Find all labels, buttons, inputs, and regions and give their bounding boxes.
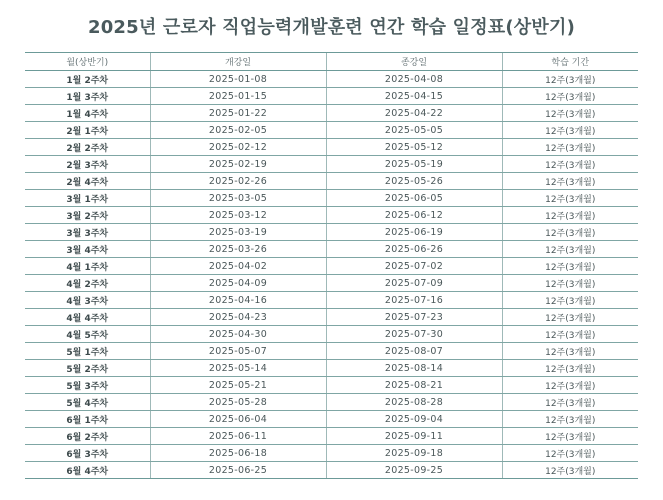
- duration-cell: 12주(3개월): [502, 428, 638, 445]
- table-row: [25, 275, 638, 292]
- duration-cell: 12주(3개월): [502, 343, 638, 360]
- start-date-cell: 2025-04-02: [150, 258, 326, 275]
- duration-cell: 12주(3개월): [502, 156, 638, 173]
- end-date-cell: 2025-08-28: [326, 394, 502, 411]
- end-date-cell: 2025-07-02: [326, 258, 502, 275]
- start-date-cell: 2025-03-05: [150, 190, 326, 207]
- duration-cell: 12주(3개월): [502, 190, 638, 207]
- duration-cell: 12주(3개월): [502, 411, 638, 428]
- duration-cell: 12주(3개월): [502, 241, 638, 258]
- duration-cell: 12주(3개월): [502, 207, 638, 224]
- table-row: [25, 190, 638, 207]
- column-header-start-date: 개강일: [150, 53, 326, 71]
- duration-cell: 12주(3개월): [502, 258, 638, 275]
- duration-cell: 12주(3개월): [502, 88, 638, 105]
- end-date-cell: 2025-08-21: [326, 377, 502, 394]
- table-row: [25, 326, 638, 343]
- table-row: [25, 224, 638, 241]
- month-cell: 4월 5주차: [25, 326, 150, 343]
- duration-cell: 12주(3개월): [502, 292, 638, 309]
- end-date-cell: 2025-06-12: [326, 207, 502, 224]
- month-cell: 1월 4주차: [25, 105, 150, 122]
- start-date-cell: 2025-03-26: [150, 241, 326, 258]
- end-date-cell: 2025-07-30: [326, 326, 502, 343]
- start-date-cell: 2025-03-19: [150, 224, 326, 241]
- table-row: [25, 445, 638, 462]
- end-date-cell: 2025-04-15: [326, 88, 502, 105]
- table-row: [25, 241, 638, 258]
- duration-cell: 12주(3개월): [502, 309, 638, 326]
- duration-cell: 12주(3개월): [502, 445, 638, 462]
- column-header-duration: 학습 기간: [502, 53, 638, 71]
- schedule-table: [25, 52, 638, 479]
- end-date-cell: 2025-08-07: [326, 343, 502, 360]
- duration-cell: 12주(3개월): [502, 122, 638, 139]
- end-date-cell: 2025-05-26: [326, 173, 502, 190]
- month-cell: 4월 1주차: [25, 258, 150, 275]
- month-cell: 6월 4주차: [25, 462, 150, 479]
- end-date-cell: 2025-09-04: [326, 411, 502, 428]
- start-date-cell: 2025-06-04: [150, 411, 326, 428]
- duration-cell: 12주(3개월): [502, 224, 638, 241]
- month-cell: 4월 4주차: [25, 309, 150, 326]
- duration-cell: 12주(3개월): [502, 275, 638, 292]
- month-cell: 3월 4주차: [25, 241, 150, 258]
- start-date-cell: 2025-06-18: [150, 445, 326, 462]
- end-date-cell: 2025-04-22: [326, 105, 502, 122]
- table-row: [25, 292, 638, 309]
- column-header-end-date: 종강일: [326, 53, 502, 71]
- column-header-month: 월(상반기): [25, 53, 150, 71]
- duration-cell: 12주(3개월): [502, 326, 638, 343]
- duration-cell: 12주(3개월): [502, 394, 638, 411]
- end-date-cell: 2025-04-08: [326, 71, 502, 88]
- header-row: [25, 53, 638, 71]
- start-date-cell: 2025-02-05: [150, 122, 326, 139]
- table-row: [25, 309, 638, 326]
- start-date-cell: 2025-05-07: [150, 343, 326, 360]
- table-row: [25, 377, 638, 394]
- month-cell: 3월 2주차: [25, 207, 150, 224]
- duration-cell: 12주(3개월): [502, 71, 638, 88]
- table-row: [25, 411, 638, 428]
- start-date-cell: 2025-04-23: [150, 309, 326, 326]
- start-date-cell: 2025-02-19: [150, 156, 326, 173]
- table-row: [25, 156, 638, 173]
- table-row: [25, 122, 638, 139]
- month-cell: 3월 3주차: [25, 224, 150, 241]
- duration-cell: 12주(3개월): [502, 360, 638, 377]
- start-date-cell: 2025-06-11: [150, 428, 326, 445]
- start-date-cell: 2025-01-08: [150, 71, 326, 88]
- end-date-cell: 2025-08-14: [326, 360, 502, 377]
- month-cell: 1월 2주차: [25, 71, 150, 88]
- start-date-cell: 2025-04-09: [150, 275, 326, 292]
- table-row: [25, 207, 638, 224]
- end-date-cell: 2025-09-25: [326, 462, 502, 479]
- table-row: [25, 173, 638, 190]
- month-cell: 5월 4주차: [25, 394, 150, 411]
- start-date-cell: 2025-06-25: [150, 462, 326, 479]
- start-date-cell: 2025-04-16: [150, 292, 326, 309]
- month-cell: 2월 4주차: [25, 173, 150, 190]
- month-cell: 4월 2주차: [25, 275, 150, 292]
- month-cell: 2월 3주차: [25, 156, 150, 173]
- duration-cell: 12주(3개월): [502, 139, 638, 156]
- duration-cell: 12주(3개월): [502, 173, 638, 190]
- duration-cell: 12주(3개월): [502, 377, 638, 394]
- month-cell: 4월 3주차: [25, 292, 150, 309]
- table-row: [25, 88, 638, 105]
- start-date-cell: 2025-04-30: [150, 326, 326, 343]
- end-date-cell: 2025-07-23: [326, 309, 502, 326]
- end-date-cell: 2025-09-18: [326, 445, 502, 462]
- start-date-cell: 2025-05-21: [150, 377, 326, 394]
- end-date-cell: 2025-06-19: [326, 224, 502, 241]
- table-row: [25, 105, 638, 122]
- month-cell: 5월 2주차: [25, 360, 150, 377]
- end-date-cell: 2025-09-11: [326, 428, 502, 445]
- start-date-cell: 2025-05-14: [150, 360, 326, 377]
- duration-cell: 12주(3개월): [502, 462, 638, 479]
- month-cell: 6월 1주차: [25, 411, 150, 428]
- table-header: [25, 53, 638, 71]
- month-cell: 2월 1주차: [25, 122, 150, 139]
- table-row: [25, 139, 638, 156]
- table-row: [25, 394, 638, 411]
- end-date-cell: 2025-05-19: [326, 156, 502, 173]
- month-cell: 1월 3주차: [25, 88, 150, 105]
- start-date-cell: 2025-01-22: [150, 105, 326, 122]
- month-cell: 5월 1주차: [25, 343, 150, 360]
- table-row: [25, 428, 638, 445]
- table-row: [25, 258, 638, 275]
- end-date-cell: 2025-07-16: [326, 292, 502, 309]
- end-date-cell: 2025-06-26: [326, 241, 502, 258]
- start-date-cell: 2025-02-12: [150, 139, 326, 156]
- end-date-cell: 2025-05-12: [326, 139, 502, 156]
- month-cell: 6월 3주차: [25, 445, 150, 462]
- end-date-cell: 2025-06-05: [326, 190, 502, 207]
- end-date-cell: 2025-07-09: [326, 275, 502, 292]
- month-cell: 6월 2주차: [25, 428, 150, 445]
- table-row: [25, 71, 638, 88]
- duration-cell: 12주(3개월): [502, 105, 638, 122]
- end-date-cell: 2025-05-05: [326, 122, 502, 139]
- table-row: [25, 462, 638, 479]
- table-row: [25, 360, 638, 377]
- start-date-cell: 2025-05-28: [150, 394, 326, 411]
- month-cell: 3월 1주차: [25, 190, 150, 207]
- month-cell: 5월 3주차: [25, 377, 150, 394]
- start-date-cell: 2025-01-15: [150, 88, 326, 105]
- table-body: [25, 71, 638, 479]
- start-date-cell: 2025-02-26: [150, 173, 326, 190]
- table-row: [25, 343, 638, 360]
- start-date-cell: 2025-03-12: [150, 207, 326, 224]
- month-cell: 2월 2주차: [25, 139, 150, 156]
- page-title: 2025년 근로자 직업능력개발훈련 연간 학습 일정표(상반기): [87, 17, 576, 38]
